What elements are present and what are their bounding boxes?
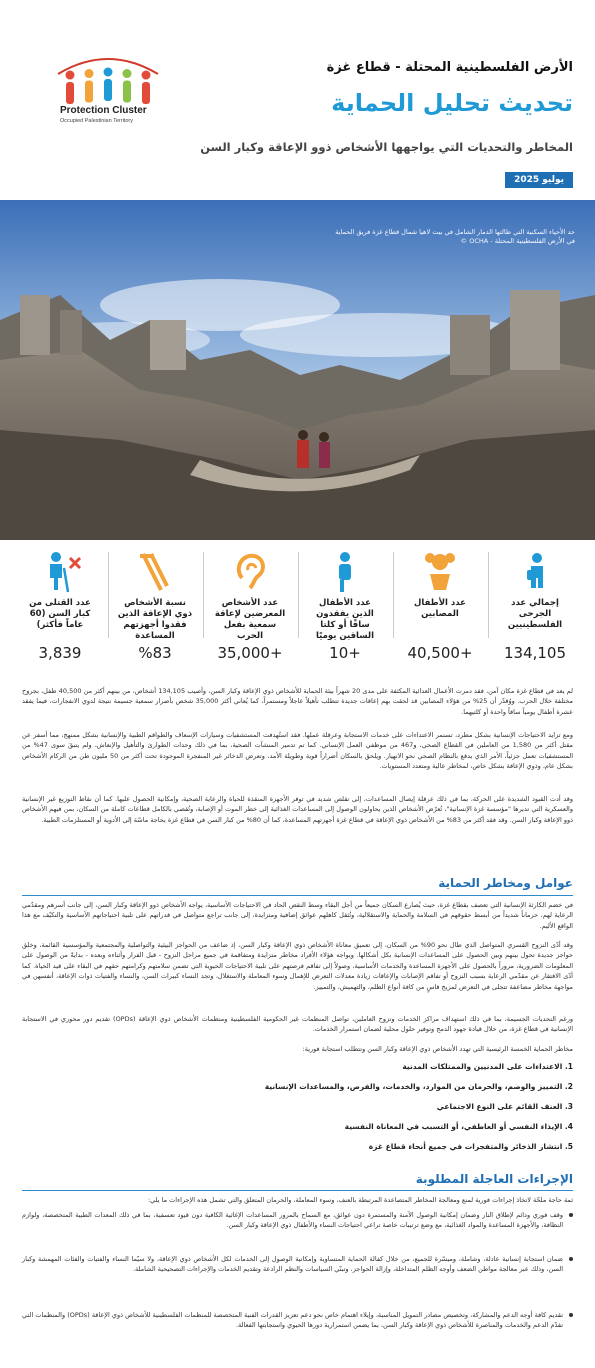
action-item bbox=[22, 1210, 573, 1231]
child-girl-icon bbox=[416, 548, 464, 596]
stat-separator bbox=[203, 552, 204, 638]
page-title: تحديث تحليل الحماية bbox=[331, 89, 573, 117]
actions-intro: ثمة حاجة ملحّة لاتخاذ إجراءات فورية لمنع ومعالجة المخاطر المتصاعدة المرتبطة بالعنف، وسوء المعاملة، والحرمان المتعلق والتي تشمل هذه الإجراءات ما يلي: bbox=[147, 1196, 573, 1204]
logo-figure-body bbox=[66, 82, 74, 104]
stat-card bbox=[497, 548, 573, 672]
stat-value: %83 bbox=[138, 644, 172, 662]
stat-value: 134,105 bbox=[503, 644, 567, 662]
stat-separator bbox=[488, 552, 489, 638]
logo-figure-head bbox=[104, 68, 113, 77]
logo-title: Protection Cluster bbox=[60, 105, 147, 116]
action-text: تقديم كافة أوجه الدعم والمشاركة، وتخصيص مصادر التمويل المناسبة، وإيلاء اهتمام خاص نحو دعم تعزيز القدرات الفنية المتخصصة للمنظمات الفلسطينية للأشخاص ذوي الإعاقة (OPDs) والمنظمات التي تقدّم الدعم والخدمات والمناصرة للأشخاص ذوي الإعاقة وكبار السن، بما يضمن استمرارية دورها الحيوي واستجابتها الفعالة. bbox=[22, 1311, 564, 1330]
hearing-impairment-icon bbox=[226, 548, 274, 596]
stat-card bbox=[22, 548, 98, 672]
bullet-dot-icon bbox=[569, 1213, 573, 1217]
photo-caption: حد الأحياء السكنية التي طالتها الدمار الشامل في بيت لاهيا شمال قطاع غزة فريق الحماية في الأرض الفلسطينية المحتلة - OCHA © bbox=[335, 228, 575, 246]
injured-person-icon bbox=[511, 548, 559, 596]
risk-item: 1. الاعتداءات على المدنيين والممتلكات المدنية bbox=[402, 1062, 573, 1071]
stat-label: عدد القتلى من كبار السن (60 عاماً فأكثر) bbox=[29, 598, 91, 631]
stats-row bbox=[0, 548, 595, 672]
action-item bbox=[22, 1254, 573, 1275]
risk-item: 3. العنف القائم على النوع الاجتماعي bbox=[436, 1102, 573, 1111]
killed-elderly-icon bbox=[36, 548, 84, 596]
risk-item: 4. الإيذاء النفسي أو العاطفي، أو التسبب في المعاناة النفسية bbox=[344, 1122, 573, 1131]
region-heading: الأرض الفلسطينية المحتلة - قطاع غزة bbox=[326, 60, 573, 75]
stat-label: عدد الأطفال الذين يفقدون ساقًا أو كلتا الساقين يوميًا bbox=[315, 598, 375, 642]
logo-figure-body bbox=[104, 79, 112, 101]
logo-figure-head bbox=[85, 69, 94, 78]
stat-value: +10 bbox=[329, 644, 361, 662]
intro-paragraph-1: لم يعد في قطاع غزة مكان آمن، فقد دمرت الأعمال العدائية المكثفة على مدى 20 شهراً بيئة الحماية للأشخاص ذوي الإعاقة وكبار السن، وأصيب 134,105 أشخاص، من بينهم أكثر من 40,500 طفل، بجروح مختلفة خلال الحرب. ووُقدّر أن 25% من هؤلاء المصابين قد لحقت بهم إعاقات جديدة تتطلب تأهيلاً عاجلاً ومستمراً، كما يُعاني أكثر 35,000 شخص بأضرار سمعية جسيمة نتيجة لدوي الانفجارات، فيما يفقد عشرة أطفال يومياً ساقاً واحدة أو كلتيهما. bbox=[22, 687, 574, 716]
logo-figure-body bbox=[142, 82, 150, 104]
crutches-icon bbox=[131, 548, 179, 596]
intro-paragraph-3: وقد أدت القيود الشديدة على الحركة، بما في ذلك عرقلة إيصال المساعدات، إلى تقلص شديد في توفر الأجهزة المنقذة للحياة والرعاية الصحية، وإمكانية الحصول عليها. كما أن نقاط التوزيع غير الإنسانية والعسكرية التي تديرها "مؤسسة غزة الإنسانية"، تُعرّض الأشخاص الذين يحاولون الوصول إلى المساعدات الغذائية إلى خطر الموت أو الإصابة، وتُقصي بالكامل قطاعات كاملة من السكان، بمن فيهم الأشخاص ذوو الإعاقة وكبار السن. وقد فقد أكثر من 83% من الأشخاص ذوي الإعاقة في قطاع غزة أجهزتهم المساعدة، كما أن 80% من كبار السن في قطاع غزة بحاجة ماسّة إلى الأدوية أو المستلزمات الطبية. bbox=[22, 795, 573, 824]
bullet-dot-icon bbox=[569, 1257, 573, 1261]
risk-item: 2. التمييز والوصم، والحرمان من الموارد، والخدمات، والفرص، والمساعدات الإنسانية bbox=[264, 1082, 573, 1091]
stat-value: +40,500 bbox=[407, 644, 473, 662]
logo-figure-head bbox=[123, 69, 132, 78]
stat-value: 3,839 bbox=[38, 644, 82, 662]
risk-item: 5. انتشار الذخائر والمتفجرات في جميع أنحاء قطاع غزة bbox=[368, 1142, 573, 1151]
child-amputee-icon bbox=[321, 548, 369, 596]
section-divider bbox=[22, 895, 573, 896]
stat-card bbox=[307, 548, 383, 672]
page-header bbox=[0, 0, 595, 200]
stat-separator bbox=[393, 552, 394, 638]
section-divider bbox=[22, 1190, 573, 1191]
action-item bbox=[22, 1310, 573, 1331]
rubble-photo bbox=[0, 200, 595, 540]
stat-label: إجمالي عدد الجرحى الفلسطينيين bbox=[507, 598, 563, 631]
stat-separator bbox=[298, 552, 299, 638]
intro-paragraph-2: ومع تزايد الاحتياجات الإنسانية بشكل مطرد، تستمر الاعتداءات على خدمات الاستجابة وعرقلة عملها. فقد استُهدفت المستشفيات وسيارات الإسعاف والطواقم الطبية والإنسانية بشكل ممنهج، مما أسفر عن مقتل أكثر من 1,580 من العاملين في القطاع الصحي، و467 من موظفي العمل الإنساني. كما تم تدمير المنشآت الصحية، بما في ذلك وحدات الطوارئ والتأهيل والإنعاش، ولم يتبقَ سوى 47% من المستشفيات تعمل جزئياً، الأمر الذي يدفع بالنظام الصحي نحو الانهيار. ويلحق بالسكان أضراراً قوية وطويلة الأمد، وتعرض الدخائر غير المنفجرة الموجودة تحت أكثر من 50 مليون طن من الركام الأشخاص بشكل عام، وذوي الإعاقة بشكل خاص، لمخاطر عالية ومتعدد المستويات. bbox=[22, 731, 573, 771]
stat-card bbox=[402, 548, 478, 672]
logo-subtitle: Occupied Palestinian Territory bbox=[60, 118, 133, 124]
logo-figure-head bbox=[142, 71, 151, 80]
action-text: ضمان استجابة إنسانية عادلة، وشاملة، وميسّرة للجميع، من خلال كفالة الحماية المتساوية وإمكانية الوصول إلى الخدمات لكل الأشخاص ذوي الإعاقة، ولا سيّما النساء والفتيات والفئات المهمشة وكبار السن، وذلك عبر معالجة مواطن الضعف وأوجه الظلم المتداخلة، وإزالة الحواجز، وتبنّي السياسات والنظم الرادعة وتقديم الخدمات والإجراءات التصحيحية الشاملة. bbox=[22, 1255, 563, 1274]
page-subtitle: المخاطر والتحديات التي يواجهها الأشخاص ذوو الإعاقة وكبار السن bbox=[200, 140, 573, 154]
logo-figure-body bbox=[85, 81, 93, 103]
section-protection-risks-heading: عوامل ومخاطر الحماية bbox=[438, 876, 573, 890]
logo-figure-head bbox=[66, 71, 75, 80]
date-badge: يوليو 2025 bbox=[505, 172, 573, 188]
logo-figure-body bbox=[123, 81, 131, 103]
stat-separator bbox=[108, 552, 109, 638]
bullet-dot-icon bbox=[569, 1313, 573, 1317]
risks-paragraph-3: ورغم التحديات الجسيمة، بما في ذلك استهداف مراكز الخدمات وتزوح العاملين، تواصل المنظمات غير الحكومية الفلسطينية ومنظمات الأشخاص ذوي الإعاقة (OPDs) تقديم دور محوري في الاستجابة الإنسانية في قطاع غزة، من خلال قيادة جهود الدمج وتوفير حلول محلية لضمان استمرار الخدمات. bbox=[22, 1015, 573, 1034]
stat-label: عدد الأطفال المصابين bbox=[414, 598, 466, 620]
risks-paragraph-1: في خضم الكارثة الإنسانية التي تعصف بقطاع غزة، حيث يُصارع السكان جميعاً من أجل البقاء وسط النقص الحاد في الاحتياجات الأساسية، يواجه الأشخاص ذوو الإعاقة وكبار السن، إلى جانب أسرهم ومقدّمي الرعاية لهم، حرماناً شديداً من أبسط حقوقهم في السلامة والحماية والاستقلالية، وتُثقل كاهلهم عوائق إضافية ومتزايدة، إلى جانب تراجع متواصل في قدراتهم على تلبية احتياجاتهم الأساسية والتكيّف مع هذا الواقع الأليم. bbox=[22, 901, 573, 930]
action-text: وقف فوري ودائم لإطلاق النار وضمان إمكانية الوصول الآمنة والمستمرة دون عوائق، مع السماح بالمرور المساعدات الإغاثية الكافية دون قيود تعسفية، بما في ذلك المعدات الطبية المتخصصة، ولوازم النظافة، والأجهزة المساعدة والمواد الغذائية، مع وضع ترتيبات خاصة تراعي احتياجات النساء والأطفال ذوي الإعاقة وكبار السن. bbox=[22, 1211, 563, 1230]
stat-value: +35,000 bbox=[217, 644, 283, 662]
stat-label: عدد الأشخاص المعرضين لإعاقة سمعية بفعل الحرب bbox=[214, 598, 286, 642]
risks-list-intro: مخاطر الحماية الخمسة الرئيسية التي تهدد الأشخاص ذوي الإعاقة وكبار السن وتتطلب استجابة فورية: bbox=[302, 1045, 573, 1053]
stat-card bbox=[117, 548, 193, 672]
stat-label: نسبة الأشخاص ذوي الإعاقة الذين فقدوا أجهزتهم المساعدة bbox=[117, 598, 193, 642]
stat-card bbox=[212, 548, 288, 672]
risks-paragraph-2: وقد أدّى النزوح القسري المتواصل الذي طال نحو 90% من السكان، إلى تعميق معاناة الأشخاص ذوي الإعاقة وكبار السن، إذ ضاعف من الحواجز البيئية والتواصلية والمجتمعية والمؤسسية القائمة، وخلق حواجز جديدة تحول بينهم وبين الحصول على المساعدات الإنسانية بكل أشكالها. ويواجه هؤلاء الأفراد مخاطر متزايدة ومتفاقمة في جميع مراحل النزوح - قبل الفرار وأثناءه وبعده - بدايةً من الوصول على المعلومات الضرورية، مروراً بالحصول على الأجهزة المساعدة والخدمات الأساسية، وصولاً إلى تفاقم فرصتهم على تلبية الاحتياجات الحيوية التي تضمن سلامتهم وكرامتهم حقهم في البقاء على قيد الحياة. كما أدّى الافتقار عن مقدّمي الرعاية بسبب النزوح أو تفاقم الإصابات والإعاقات زيادة معدلات التعرض للإهمال وسوء المعاملة والاستغلال، وتجد النساء كبيرات السن، والنساء والفتيات ذوات الإعاقة، أنفسهن في مواجهة مخاطر مضاعفة تتجلى في التعرض لمزيج قاسٍ من كافة أنواع الظلم، والتهميش، والتمييز. bbox=[22, 941, 573, 991]
section-urgent-actions-heading: الإجراءات العاجلة المطلوبة bbox=[415, 1172, 573, 1186]
